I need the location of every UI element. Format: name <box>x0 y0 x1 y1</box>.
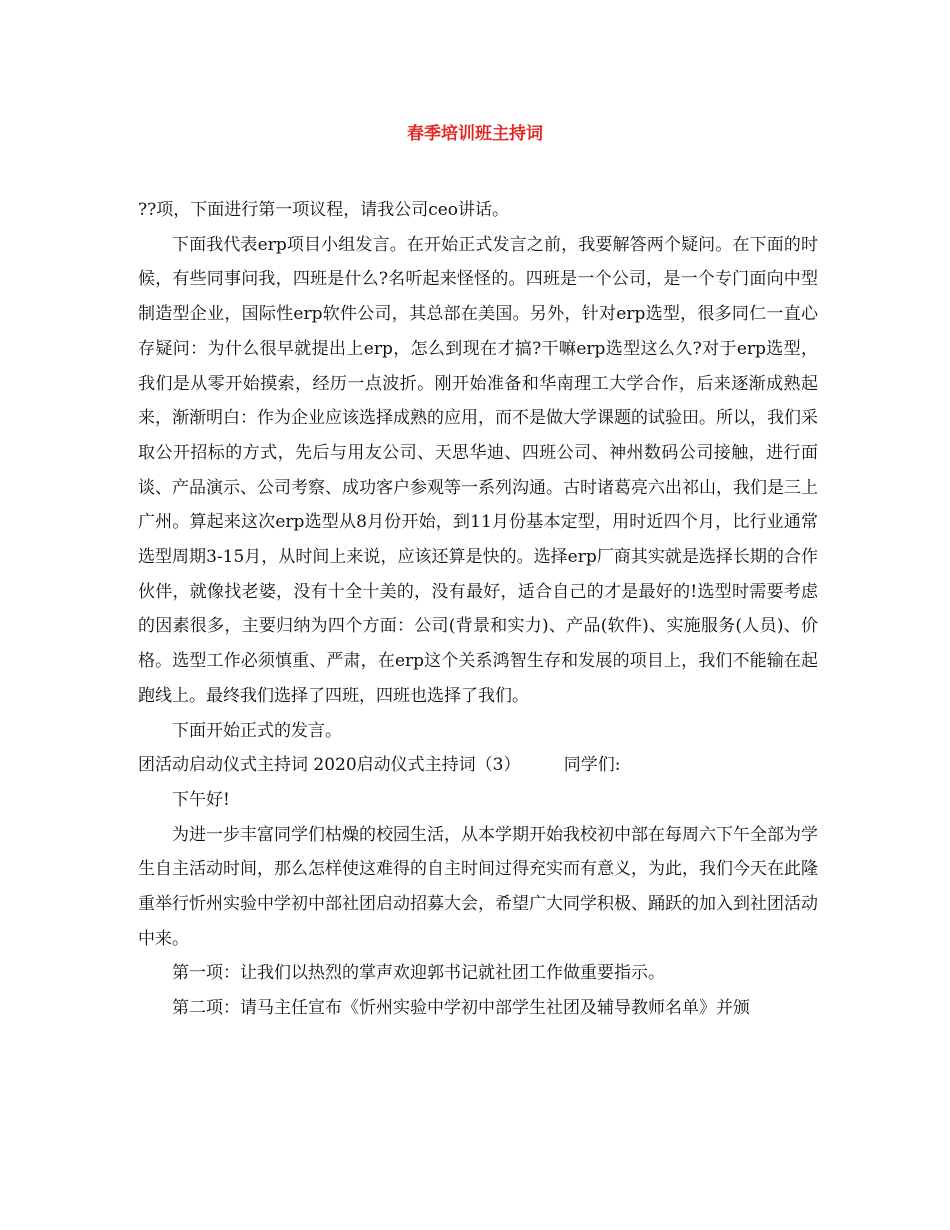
paragraph-item-one: 第一项：让我们以热烈的掌声欢迎郭书记就社团工作做重要指示。 <box>172 963 665 984</box>
document-body <box>138 193 818 1026</box>
paragraph-formal-start: 下面开始正式的发言。 <box>172 720 342 741</box>
paragraph-erp-speech: 下面我代表erp项目小组发言。在开始正式发言之前，我要解答两个疑问。在下面的时候，有些同事问我，四班是什么?名听起来怪怪的。四班是一个公司，是一个专门面向中型制造型企业，国际性erp软件公司，其总部在美国。另外，针对erp选型，很多同仁一直心存疑问：为什么很早就提出上erp，怎么到现在才搞?干嘛erp选型这么久?对于erp选型，我们是从零开始摸索，经历一点波折。刚开始准备和华南理工大学合作，后来逐渐成熟起来，渐渐明白：作为企业应该选择成熟的应用，而不是做大学课题的试验田。所以，我们采取公开招标的方式，先后与用友公司、天思华迪、四班公司、神州数码公司接触，进行面谈、产品演示、公司考察、成功客户参观等一系列沟通。古时诸葛亮六出祁山，我们是三上广州。算起来这次erp选型从8月份开始，到11月份基本定型，用时近四个月，比行业通常选型周期3-15月，从时间上来说，应该还算是快的。选择erp厂商其实就是选择长期的合作伙伴，就像找老婆，没有十全十美的，没有最好，适合自己的才是最好的!选型时需要考虑的因素很多，主要归纳为四个方面：公司(背景和实力)、产品(软件)、实施服务(人员)、价格。选型工作必须慎重、严肃，在erp这个关系鸿智生存和发展的项目上，我们不能输在起跑线上。最终我们选择了四班，四班也选择了我们。 <box>138 234 818 706</box>
paragraph-greeting: 下午好! <box>172 789 230 810</box>
document-title: 春季培训班主持词 <box>407 124 543 144</box>
paragraph-intro: 为进一步丰富同学们枯燥的校园生活，从本学期开始我校初中部在每周六下午全部为学生自主活动时间，那么怎样使这难得的自主时间过得充实而有意义，为此，我们今天在此隆重举行忻州实验中学初中部社团启动招募大会，希望广大同学积极、踊跃的加入到社团活动中来。 <box>138 824 818 949</box>
paragraph-item-two: 第二项：请马主任宣布《忻州实验中学初中部学生社团及辅导教师名单》并颁 <box>172 998 750 1019</box>
paragraph-agenda: ??项，下面进行第一项议程，请我公司ceo讲话。 <box>138 200 510 220</box>
paragraph-section-heading: 团活动启动仪式主持词 2020启动仪式主持词（3） 同学们: <box>138 755 621 776</box>
